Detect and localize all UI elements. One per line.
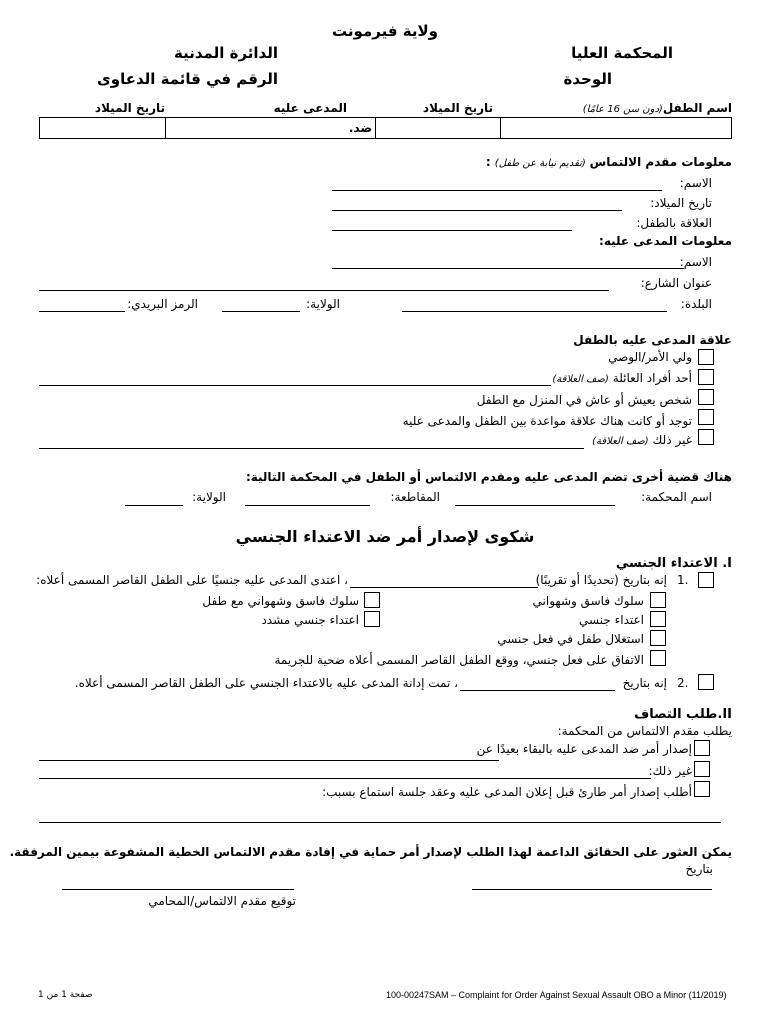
dating-checkbox[interactable]	[698, 409, 714, 425]
zip-label: الرمز البريدي:	[127, 297, 198, 311]
stay-away-line[interactable]	[39, 760, 499, 761]
item2-text-a: إنه بتاريخ	[622, 676, 667, 690]
act-exploit-checkbox[interactable]	[650, 630, 666, 646]
other-relation-line[interactable]	[39, 448, 584, 449]
date-line[interactable]	[472, 889, 712, 890]
item2-text-b: ، تمت إدانة المدعى عليه بالاعتداء الجنسي على الطفل القاصر المسمى أعلاه.	[74, 676, 458, 690]
court-name: المحكمة العليا	[571, 44, 673, 62]
date-label: بتاريخ	[685, 862, 713, 876]
other-relief-checkbox[interactable]	[694, 761, 710, 777]
other-state-line[interactable]	[125, 505, 183, 506]
resp-state-line[interactable]	[222, 311, 300, 312]
guardian-checkbox[interactable]	[698, 349, 714, 365]
act-aggravated-checkbox[interactable]	[364, 611, 380, 627]
division-name: الدائرة المدنية	[174, 44, 278, 62]
item1-text-b: ، اعتدى المدعى عليه جنسيًا على الطفل القاصر المسمى أعلاه:	[36, 573, 348, 587]
child-dob-cell[interactable]	[375, 117, 501, 139]
petitioner-relation-line[interactable]	[332, 230, 572, 231]
zip-line[interactable]	[39, 311, 125, 312]
item2-date-line[interactable]	[460, 690, 615, 691]
family-checkbox[interactable]	[698, 369, 714, 385]
item2-checkbox[interactable]	[698, 674, 714, 690]
child-dob-label: تاريخ الميلاد	[422, 101, 493, 115]
other-relief-label: غير ذلك:	[648, 764, 692, 778]
other-relation-checkbox[interactable]	[698, 429, 714, 445]
household-label: شخص يعيش أو عاش في المنزل مع الطفل	[476, 393, 692, 407]
act-assault-label: اعتداء جنسي	[579, 613, 644, 627]
town-line[interactable]	[402, 311, 667, 312]
act-lewd-child-checkbox[interactable]	[364, 592, 380, 608]
petitioner-dob-label: تاريخ الميلاد:	[650, 196, 712, 210]
petitioner-name-label: الاسم:	[679, 176, 712, 190]
form-title: شكوى لإصدار أمر ضد الاعتداء الجنسي	[235, 527, 535, 546]
page-number: صفحة 1 من 1	[38, 990, 93, 1000]
item1-date-line[interactable]	[350, 587, 538, 588]
child-name-label: اسم الطفل(دون سن 16 عامًا)	[582, 101, 732, 115]
act-lewd-label: سلوك فاسق وشهواني	[532, 594, 644, 608]
docket-label: الرقم في قائمة الدعاوى	[97, 70, 278, 88]
section2-intro: يطلب مقدم الالتماس من المحكمة:	[557, 724, 732, 738]
family-describe-line[interactable]	[39, 385, 551, 386]
emergency-checkbox[interactable]	[694, 781, 710, 797]
versus-label: ضد.	[348, 121, 372, 135]
item1-text-a: إنه بتاريخ (تحديدًا أو تقريبًا)	[535, 573, 667, 587]
signature-label: توقيع مقدم الالتماس/المحامي	[148, 894, 296, 908]
unit-label: الوحدة	[563, 70, 612, 88]
respondent-dob-cell[interactable]	[39, 117, 166, 139]
section1-heading: I. الاعتداء الجنسي	[615, 556, 732, 571]
respondent-dob-label: تاريخ الميلاد	[94, 101, 165, 115]
act-lewd-child-label: سلوك فاسق وشهواني مع طفل	[202, 594, 359, 608]
form-number: 100-00247SAM – Complaint for Order Against Sexual Assault OBO a Minor (11/2019)	[386, 990, 727, 1000]
street-label: عنوان الشارع:	[640, 276, 712, 290]
act-aggravated-label: اعتداء جنسي مشدد	[261, 613, 359, 627]
emergency-label: أطلب إصدار أمر طارئ قبل إعلان المدعى عليه وعقد جلسة استماع بسبب:	[322, 785, 692, 799]
county-label: المقاطعة:	[390, 490, 440, 504]
act-agreement-checkbox[interactable]	[650, 650, 666, 666]
family-label: أحد أفراد العائلة (صف العلاقة)	[552, 371, 692, 385]
resp-state-label: الولاية:	[306, 297, 340, 311]
respondent-heading: معلومات المدعى عليه:	[599, 234, 732, 248]
emergency-reason-line[interactable]	[39, 822, 721, 823]
town-label: البلدة:	[680, 297, 712, 311]
stay-away-label: إصدار أمر ضد المدعى عليه بالبقاء بعيدًا عن	[476, 742, 692, 756]
guardian-label: ولي الأمر/الوصي	[608, 350, 692, 364]
child-name-cell[interactable]	[500, 117, 732, 139]
act-agreement-label: الاتفاق على فعل جنسي، ووقع الطفل القاصر المسمى أعلاه ضحية للجريمة	[274, 653, 644, 667]
other-court-label: اسم المحكمة:	[641, 490, 712, 504]
respondent-name-cell[interactable]	[165, 117, 376, 139]
respondent-name-label: الاسم:	[679, 255, 712, 269]
relationship-heading: علاقة المدعى عليه بالطفل	[573, 333, 732, 347]
respondent-label: المدعى عليه	[273, 101, 347, 115]
petitioner-relation-label: العلاقة بالطفل:	[636, 216, 712, 230]
petitioner-name-line[interactable]	[332, 190, 662, 191]
county-line[interactable]	[245, 505, 370, 506]
petitioner-heading: معلومات مقدم الالتماس (تقديم نيابة عن طفل) :	[485, 155, 732, 169]
item2-number: 2.	[677, 676, 689, 690]
other-relation-label: غير ذلك (صف العلاقة)	[592, 433, 692, 447]
item1-number: 1.	[677, 573, 689, 587]
other-state-label: الولاية:	[192, 490, 226, 504]
act-assault-checkbox[interactable]	[650, 611, 666, 627]
petitioner-dob-line[interactable]	[332, 210, 622, 211]
stay-away-checkbox[interactable]	[694, 740, 710, 756]
other-case-heading: هناك قضية أخرى تضم المدعى عليه ومقدم الالتماس أو الطفل في المحكمة التالية:	[245, 470, 732, 484]
household-checkbox[interactable]	[698, 389, 714, 405]
state-name: ولاية فيرمونت	[332, 22, 438, 40]
respondent-name-line[interactable]	[332, 268, 684, 269]
dating-label: توجد أو كانت هناك علاقة مواعدة بين الطفل والمدعى عليه	[402, 414, 692, 428]
act-lewd-checkbox[interactable]	[650, 592, 666, 608]
street-line[interactable]	[39, 290, 609, 291]
item1-checkbox[interactable]	[698, 572, 714, 588]
other-relief-line[interactable]	[39, 778, 651, 779]
affidavit-statement: يمكن العثور على الحقائق الداعمة لهذا الطلب لإصدار أمر حماية في إفادة مقدم الالتماس الخطية المشفوعة بيمين المرفقة.	[9, 845, 732, 859]
section2-heading: II.طلب التصاف	[634, 707, 732, 722]
act-exploit-label: استغلال طفل في فعل جنسي	[497, 632, 644, 646]
other-court-line[interactable]	[455, 505, 615, 506]
signature-line[interactable]	[62, 889, 294, 890]
